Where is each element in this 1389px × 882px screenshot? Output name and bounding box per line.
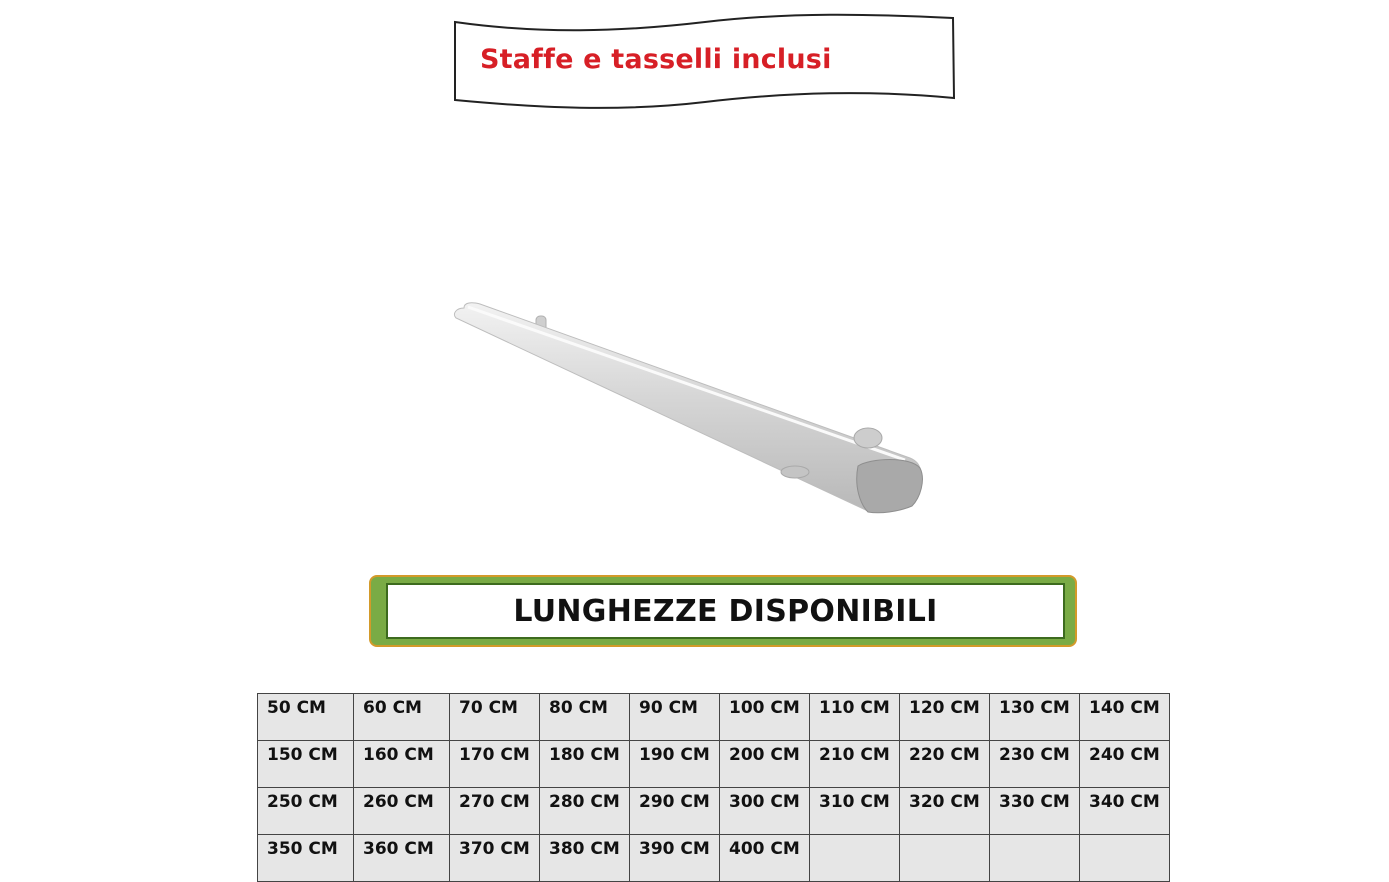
table-cell: 390 CM [630,835,720,882]
table-cell: 120 CM [900,694,990,741]
table-cell: 230 CM [990,741,1080,788]
table-cell: 80 CM [540,694,630,741]
table-cell-empty [810,835,900,882]
table-cell: 320 CM [900,788,990,835]
table-cell: 330 CM [990,788,1080,835]
section-title-inner [386,583,1065,639]
table-cell-empty [900,835,990,882]
table-cell: 260 CM [354,788,450,835]
table-cell: 220 CM [900,741,990,788]
table-row [258,835,1170,882]
table-cell: 200 CM [720,741,810,788]
table-cell: 240 CM [1080,741,1170,788]
table-cell: 110 CM [810,694,900,741]
table-cell: 290 CM [630,788,720,835]
table-row [258,741,1170,788]
table-cell: 60 CM [354,694,450,741]
table-cell-empty [990,835,1080,882]
table-cell: 250 CM [258,788,354,835]
table-cell: 130 CM [990,694,1080,741]
table-cell: 310 CM [810,788,900,835]
table-cell: 180 CM [540,741,630,788]
table-cell: 190 CM [630,741,720,788]
table-cell: 280 CM [540,788,630,835]
table-cell: 170 CM [450,741,540,788]
table-cell: 360 CM [354,835,450,882]
table-cell: 370 CM [450,835,540,882]
table-cell: 90 CM [630,694,720,741]
banner-text: Staffe e tasselli inclusi [480,44,832,75]
table-cell: 150 CM [258,741,354,788]
table-cell: 340 CM [1080,788,1170,835]
section-title: LUNGHEZZE DISPONIBILI [513,593,938,629]
table-cell: 270 CM [450,788,540,835]
section-title-box [369,575,1077,647]
table-cell: 380 CM [540,835,630,882]
table-row [258,788,1170,835]
table-cell: 400 CM [720,835,810,882]
table-cell-empty [1080,835,1170,882]
table-row [258,694,1170,741]
lengths-table [257,693,1170,882]
table-cell: 50 CM [258,694,354,741]
table-cell: 160 CM [354,741,450,788]
table-cell: 140 CM [1080,694,1170,741]
table-cell: 100 CM [720,694,810,741]
table-cell: 210 CM [810,741,900,788]
handrail-bar-image [450,290,940,530]
table-cell: 70 CM [450,694,540,741]
table-cell: 300 CM [720,788,810,835]
table-cell: 350 CM [258,835,354,882]
info-banner [450,12,960,112]
